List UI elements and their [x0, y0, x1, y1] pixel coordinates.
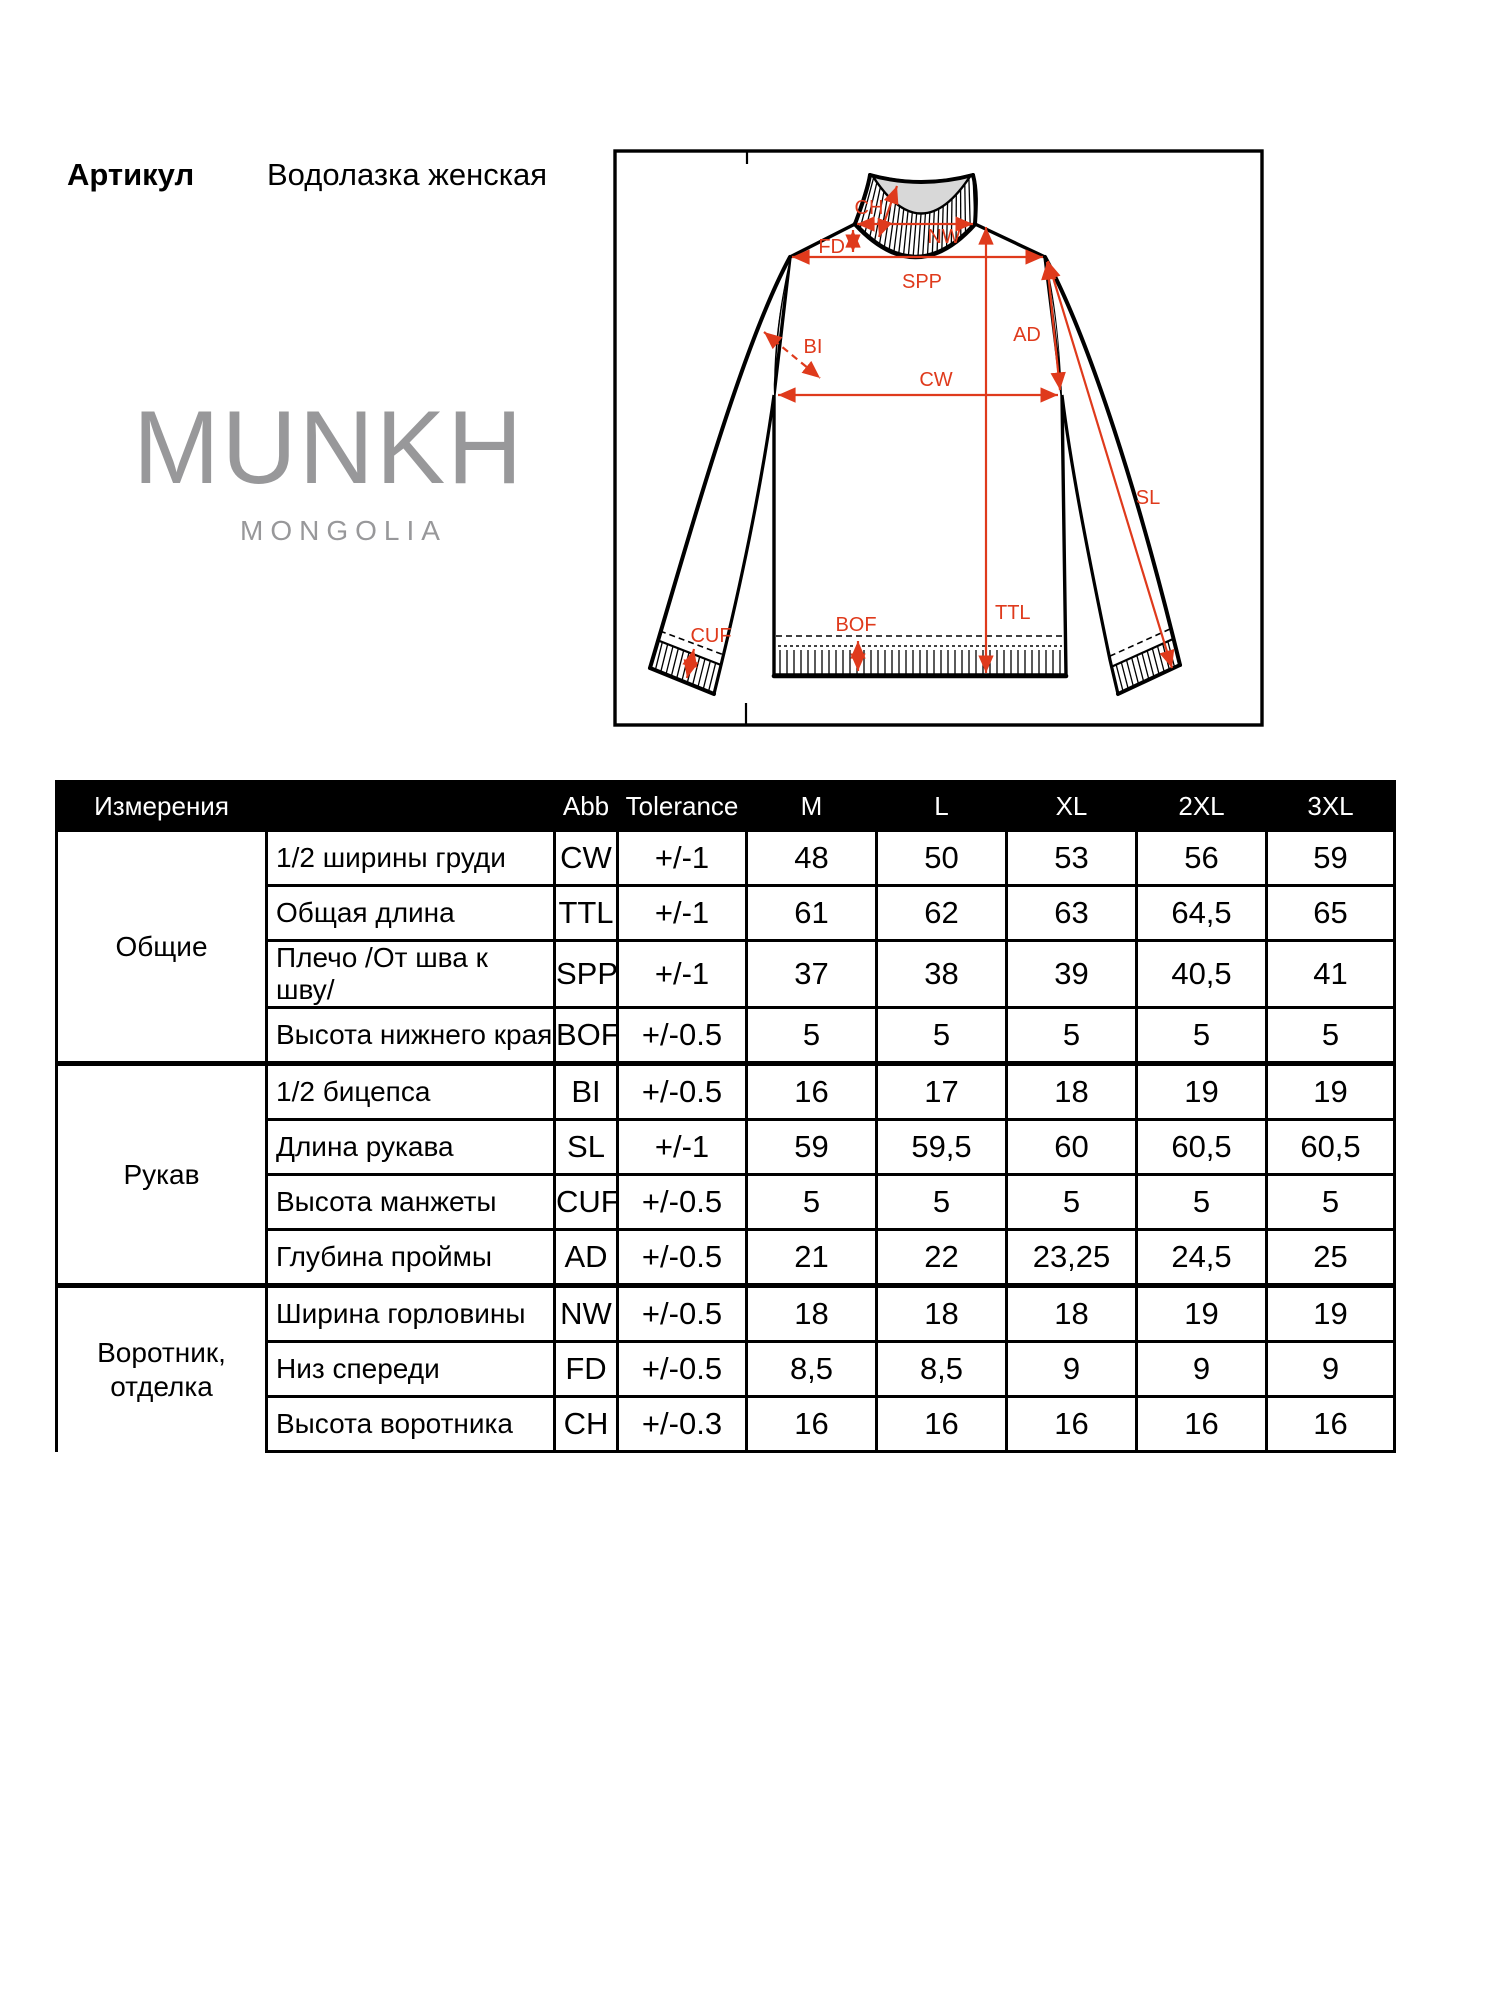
- value-cell: 5: [1267, 1175, 1395, 1230]
- abb-cell: CUF: [555, 1175, 618, 1230]
- value-cell: 22: [877, 1230, 1007, 1286]
- value-cell: 21: [747, 1230, 877, 1286]
- value-cell: 18: [747, 1286, 877, 1342]
- value-cell: 5: [877, 1175, 1007, 1230]
- header-size-2xl: 2XL: [1137, 782, 1267, 831]
- value-cell: 24,5: [1137, 1230, 1267, 1286]
- tolerance-cell: +/-0.5: [618, 1064, 747, 1120]
- diagram-label-nw: NW: [927, 226, 961, 248]
- header-size-m: M: [747, 782, 877, 831]
- value-cell: 41: [1267, 941, 1395, 1008]
- value-cell: 39: [1007, 941, 1137, 1008]
- value-cell: 5: [1137, 1175, 1267, 1230]
- value-cell: 48: [747, 831, 877, 886]
- diagram-label-sl: SL: [1135, 487, 1161, 509]
- value-cell: 8,5: [877, 1342, 1007, 1397]
- diagram-label-ttl: TTL: [995, 602, 1031, 624]
- value-cell: 5: [1007, 1008, 1137, 1064]
- abb-cell: SL: [555, 1120, 618, 1175]
- value-cell: 64,5: [1137, 886, 1267, 941]
- diagram-label-fd: FD: [818, 236, 845, 258]
- value-cell: 40,5: [1137, 941, 1267, 1008]
- measure-label: Высота воротника: [267, 1397, 555, 1452]
- value-cell: 17: [877, 1064, 1007, 1120]
- tolerance-cell: +/-1: [618, 941, 747, 1008]
- abb-cell: CW: [555, 831, 618, 886]
- diagram-label-ad: AD: [1013, 324, 1041, 346]
- abb-cell: FD: [555, 1342, 618, 1397]
- measure-label: 1/2 бицепса: [267, 1064, 555, 1120]
- value-cell: 25: [1267, 1230, 1395, 1286]
- tolerance-cell: +/-1: [618, 831, 747, 886]
- tolerance-cell: +/-0.5: [618, 1175, 747, 1230]
- hem-ribs: [780, 650, 1060, 674]
- article-label: Артикул: [67, 157, 195, 192]
- tolerance-cell: +/-0.5: [618, 1286, 747, 1342]
- header-size-3xl: 3XL: [1267, 782, 1395, 831]
- value-cell: 18: [877, 1286, 1007, 1342]
- abb-cell: SPP: [555, 941, 618, 1008]
- table-row: [57, 1286, 1395, 1342]
- value-cell: 59: [1267, 831, 1395, 886]
- value-cell: 59,5: [877, 1120, 1007, 1175]
- diagram-label-bi: BI: [803, 336, 823, 358]
- sweater-measurement-drawing: [550, 120, 1310, 780]
- abb-cell: TTL: [555, 886, 618, 941]
- value-cell: 5: [1267, 1008, 1395, 1064]
- tolerance-cell: +/-0.5: [618, 1342, 747, 1397]
- value-cell: 16: [747, 1397, 877, 1452]
- value-cell: 19: [1137, 1286, 1267, 1342]
- value-cell: 5: [747, 1008, 877, 1064]
- diagram-label-ch: CH: [854, 197, 884, 219]
- measure-label: Высота нижнего края: [267, 1008, 555, 1064]
- article-value: Водолазка женская: [267, 157, 548, 192]
- header-size-l: L: [877, 782, 1007, 831]
- brand-logo: MUNKH: [133, 390, 525, 506]
- value-cell: 16: [1267, 1397, 1395, 1452]
- value-cell: 18: [1007, 1064, 1137, 1120]
- value-cell: 38: [877, 941, 1007, 1008]
- value-cell: 56: [1137, 831, 1267, 886]
- header-tolerance: Tolerance: [618, 782, 747, 831]
- value-cell: 16: [877, 1397, 1007, 1452]
- abb-cell: BI: [555, 1064, 618, 1120]
- group-cell-obshchie: Общие: [57, 831, 267, 1064]
- tolerance-cell: +/-1: [618, 886, 747, 941]
- value-cell: 65: [1267, 886, 1395, 941]
- value-cell: 60,5: [1267, 1120, 1395, 1175]
- value-cell: 9: [1137, 1342, 1267, 1397]
- value-cell: 16: [1137, 1397, 1267, 1452]
- measure-label: 1/2 ширины груди: [267, 831, 555, 886]
- value-cell: 50: [877, 831, 1007, 886]
- value-cell: 5: [1137, 1008, 1267, 1064]
- value-cell: 61: [747, 886, 877, 941]
- value-cell: 19: [1137, 1064, 1267, 1120]
- tolerance-cell: +/-0.5: [618, 1230, 747, 1286]
- value-cell: 60,5: [1137, 1120, 1267, 1175]
- size-table: [55, 780, 1396, 1453]
- measure-label: Ширина горловины: [267, 1286, 555, 1342]
- value-cell: 9: [1007, 1342, 1137, 1397]
- value-cell: 8,5: [747, 1342, 877, 1397]
- value-cell: 19: [1267, 1286, 1395, 1342]
- diagram-label-cw: CW: [919, 369, 953, 391]
- header-abb: Abb: [555, 782, 618, 831]
- measure-label: Высота манжеты: [267, 1175, 555, 1230]
- brand-country: MONGOLIA: [240, 515, 447, 546]
- header-size-xl: XL: [1007, 782, 1137, 831]
- diagram-label-spp: SPP: [901, 271, 943, 293]
- value-cell: 37: [747, 941, 877, 1008]
- abb-cell: BOF: [555, 1008, 618, 1064]
- measure-label: Общая длина: [267, 886, 555, 941]
- measure-label: Плечо /От шва к шву/: [267, 941, 555, 1008]
- diagram-label-bof: BOF: [835, 614, 877, 636]
- size-diagram: [550, 120, 1310, 785]
- header-measurements: Измерения: [57, 782, 267, 831]
- tolerance-cell: +/-0.5: [618, 1008, 747, 1064]
- abb-cell: NW: [555, 1286, 618, 1342]
- value-cell: 5: [877, 1008, 1007, 1064]
- value-cell: 63: [1007, 886, 1137, 941]
- group-cell-vorotnik: Воротник, отделка: [57, 1286, 267, 1452]
- value-cell: 16: [747, 1064, 877, 1120]
- measure-label: Низ спереди: [267, 1342, 555, 1397]
- value-cell: 59: [747, 1120, 877, 1175]
- value-cell: 53: [1007, 831, 1137, 886]
- tolerance-cell: +/-0.3: [618, 1397, 747, 1452]
- value-cell: 18: [1007, 1286, 1137, 1342]
- value-cell: 5: [747, 1175, 877, 1230]
- value-cell: 19: [1267, 1064, 1395, 1120]
- value-cell: 5: [1007, 1175, 1137, 1230]
- value-cell: 62: [877, 886, 1007, 941]
- diagram-label-cuf: CUF: [690, 625, 732, 647]
- table-row: [57, 831, 1395, 886]
- tolerance-cell: +/-1: [618, 1120, 747, 1175]
- header-spacer: [267, 782, 555, 831]
- value-cell: 23,25: [1007, 1230, 1137, 1286]
- group-cell-rukav: Рукав: [57, 1064, 267, 1286]
- abb-cell: AD: [555, 1230, 618, 1286]
- measure-label: Глубина проймы: [267, 1230, 555, 1286]
- table-row: [57, 1064, 1395, 1120]
- table-header-row: [57, 782, 1395, 831]
- value-cell: 9: [1267, 1342, 1395, 1397]
- measure-label: Длина рукава: [267, 1120, 555, 1175]
- value-cell: 60: [1007, 1120, 1137, 1175]
- abb-cell: CH: [555, 1397, 618, 1452]
- value-cell: 16: [1007, 1397, 1137, 1452]
